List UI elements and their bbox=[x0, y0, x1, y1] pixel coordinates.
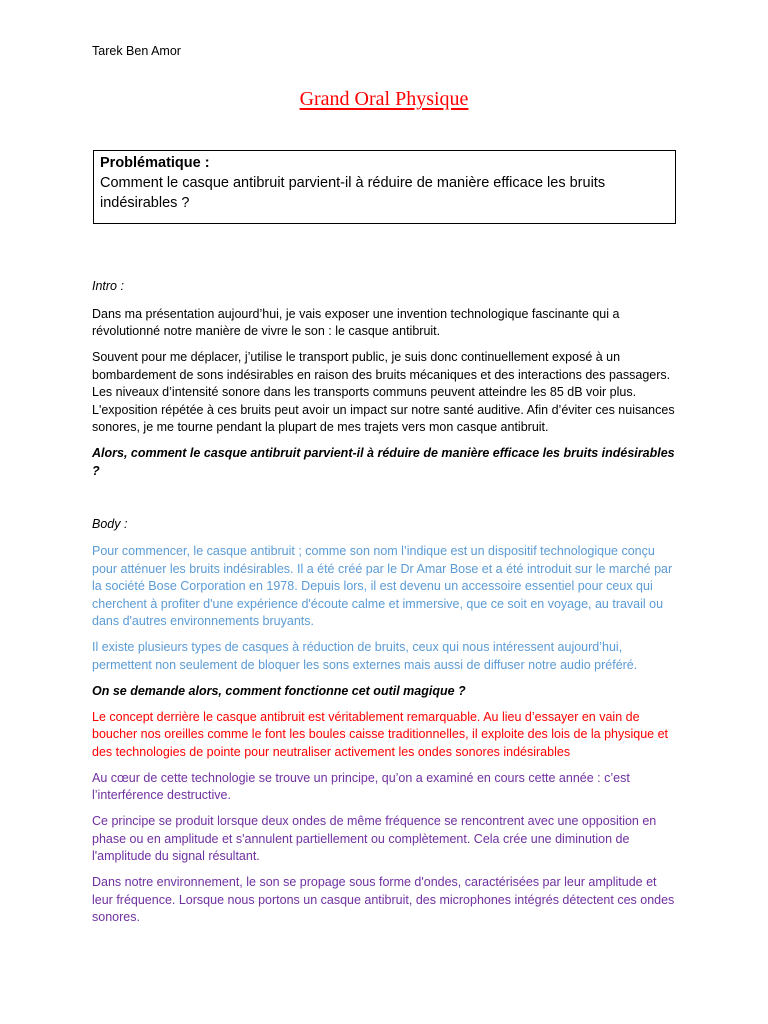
author-name: Tarek Ben Amor bbox=[92, 44, 181, 58]
intro-label: Intro : bbox=[92, 279, 124, 293]
body-label: Body : bbox=[92, 516, 128, 531]
section-spacer bbox=[92, 489, 678, 516]
intro-question: Alors, comment le casque antibruit parvient-il à réduire de manière efficace les bruits indésirables ? bbox=[92, 446, 675, 478]
body-paragraph-purple: Au cœur de cette technologie se trouve un principe, qu’on a examiné en cours cette année : c’est l’interférence destructive. bbox=[92, 770, 630, 802]
intro-paragraph: Dans ma présentation aujourd’hui, je vais exposer une invention technologique fascinante qui a révolutionné notre manière de vivre le son : le casque antibruit. bbox=[92, 306, 620, 338]
body-question: On se demande alors, comment fonctionne cet outil magique ? bbox=[92, 683, 466, 698]
document-title: Grand Oral Physique bbox=[299, 88, 469, 110]
body-paragraph-red: Le concept derrière le casque antibruit est véritablement remarquable. Au lieu d’essayer en vain de boucher nos oreilles comme le font les boules caisse traditionnelles, il exploite des lois de la physique et des technologies de pointe pour neutraliser activement les ondes sonores indésirables bbox=[92, 709, 669, 759]
problematique-heading: Problématique : bbox=[100, 155, 210, 171]
intro-paragraph: Souvent pour me déplacer, j’utilise le transport public, je suis donc continuellement exposé à un bombardement de sons indésirables en raison des bruits mécaniques et des interactions des passagers. Les niveaux d’intensité sonore dans les transports communs peuvent atteindre les 85 dB voir plus. L'exposition répétée à ces bruits peut avoir un impact sur notre santé auditive. Afin d’éviter ces nuisances sonores, je me tourne pendant la plupart de mes trajets vers mon casque antibruit. bbox=[92, 350, 675, 434]
body-paragraph-purple: Ce principe se produit lorsque deux ondes de même fréquence se rencontrent avec une opposition en phase ou en amplitude et s'annulent partiellement ou complètement. Cela crée une diminution de l'amplitude du signal résultant. bbox=[92, 814, 657, 863]
body-paragraph-purple: Dans notre environnement, le son se propage sous forme d'ondes, caractérisées par leur amplitude et leur fréquence. Lorsque nous portons un casque antibruit, des microphones intégrés détectent ces ondes sonores. bbox=[92, 875, 675, 924]
body-paragraph-blue: Pour commencer, le casque antibruit ; comme son nom l’indique est un dispositif technologique conçu pour atténuer les bruits indésirables. Il a été créé par le Dr Amar Bose et a été introduit sur le marché par la société Bose Corporation en 1978. Depuis lors, il est devenu un accessoire essentiel pour ceux qui cherchent à profiter d'une expérience d'écoute calme et immersive, que ce soit en voyage, au travail ou dans d'autres environnements bruyants. bbox=[92, 544, 673, 628]
document-content bbox=[92, 278, 678, 935]
body-paragraph-blue: Il existe plusieurs types de casques à réduction de bruits, ceux qui nous intéressent aujourd’hui, permettent non seulement de bloquer les sons externes mais aussi de diffuser notre audio préféré. bbox=[92, 640, 638, 672]
problematique-box bbox=[93, 150, 676, 224]
problematique-text: Comment le casque antibruit parvient-il à réduire de manière efficace les bruits indésirables ? bbox=[100, 175, 606, 211]
